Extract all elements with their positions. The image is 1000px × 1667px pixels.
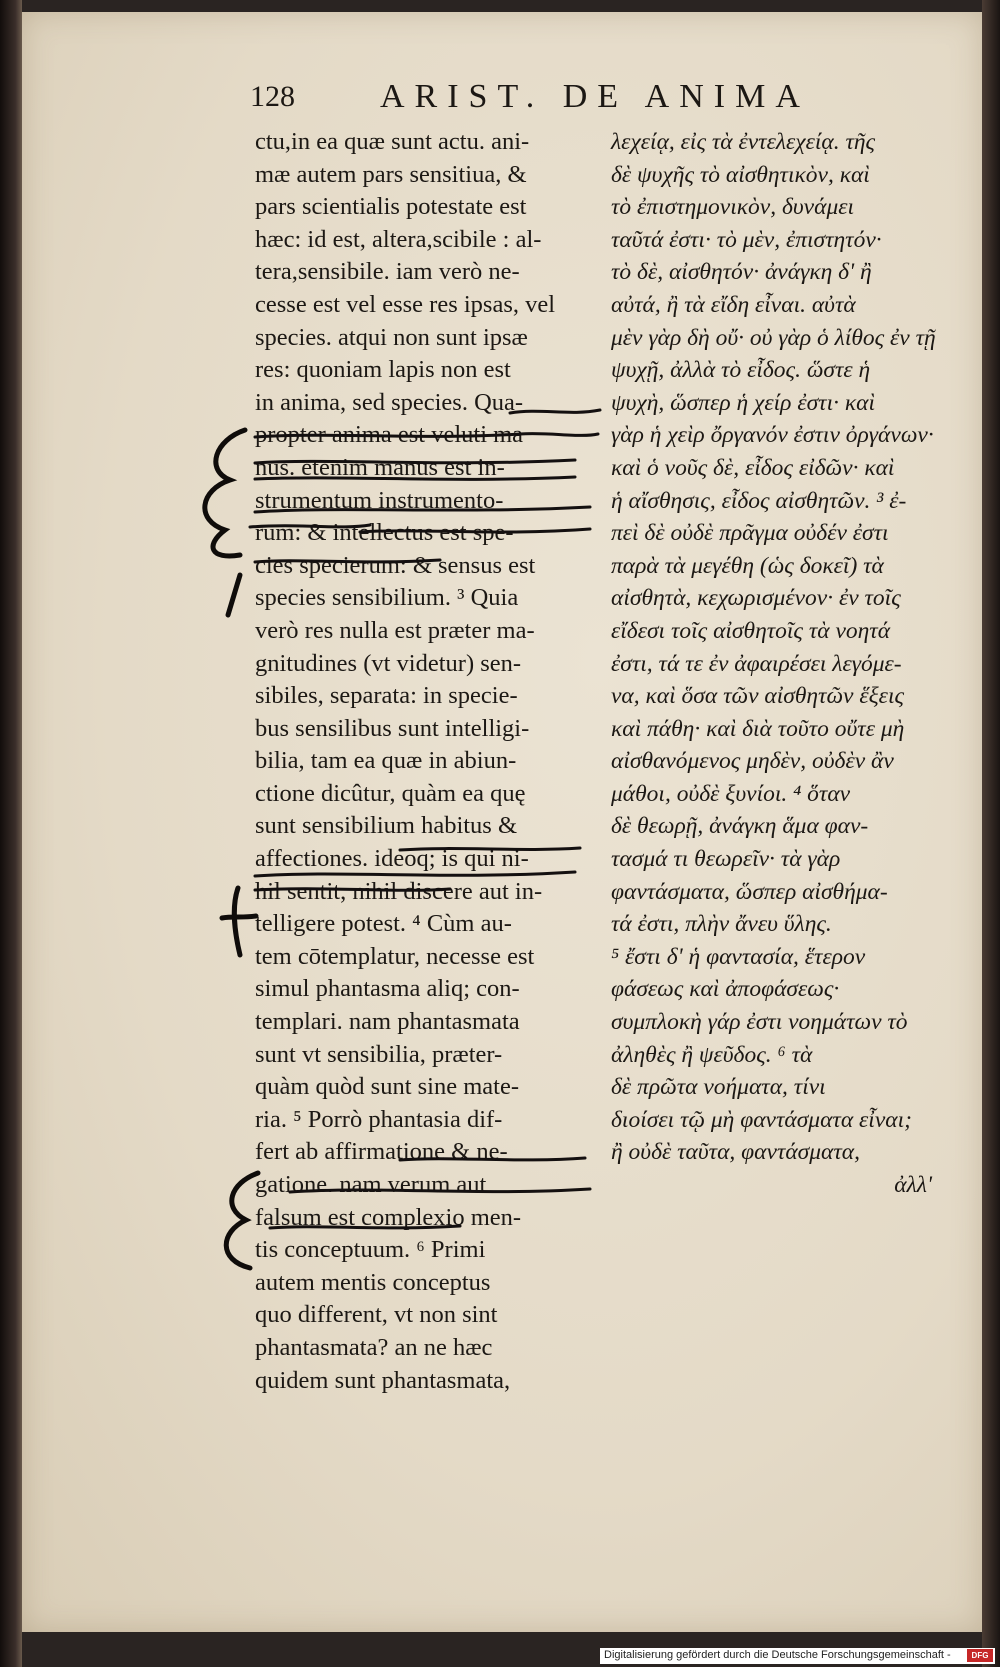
greek-text-line: ἡ αἴσθησις, εἶδος αἰσθητῶν. ³ ἐ-	[611, 487, 907, 514]
latin-text-line: autem mentis conceptus	[255, 1268, 491, 1296]
latin-text-line: ctu,in ea quæ sunt actu. ani-	[255, 128, 530, 155]
greek-text-line: φάσεως καὶ ἀποφάσεως·	[611, 976, 840, 1003]
latin-text-line: propter anima est veluti ma	[255, 421, 524, 449]
greek-text-line: ψυχῇ, ἀλλὰ τὸ εἶδος. ὥστε ἡ	[611, 357, 871, 384]
latin-text-line: sunt sensibilium habitus &	[255, 812, 518, 840]
latin-text-line: bus sensilibus sunt intelligi-	[255, 714, 530, 742]
greek-text-line: ἢ οὐδὲ ταῦτα, φαντάσματα,	[611, 1139, 861, 1166]
latin-text-line: res: quoniam lapis non est	[255, 356, 511, 384]
latin-text-line: gnitudines (vt videtur) sen-	[255, 649, 522, 677]
page-header	[250, 78, 830, 122]
latin-text-line: hæc: id est, altera,scibile : al-	[255, 225, 542, 253]
page-right-edge	[982, 0, 1000, 1667]
latin-text-line: tis conceptuum. ⁶ Primi	[255, 1236, 486, 1264]
latin-text-line: tem cōtemplatur, necesse est	[255, 942, 535, 970]
latin-text-line: affectiones. ideoq; is qui ni-	[255, 845, 529, 873]
latin-text-line: cies specierum: & sensus est	[255, 551, 536, 579]
latin-text-line: sunt vt sensibilia, præter-	[255, 1040, 503, 1068]
page-number: 128	[250, 80, 295, 113]
catchword: ἀλλ'	[894, 1172, 932, 1198]
latin-text-line: templari. nam phantasmata	[255, 1008, 520, 1036]
greek-text-line: ψυχὴ, ὥσπερ ἡ χείρ ἐστι· καὶ	[611, 389, 875, 416]
latin-text-line: verò res nulla est præter ma-	[255, 616, 535, 644]
greek-text-line: μάθοι, οὐδὲ ξυνίοι. ⁴ ὅταν	[611, 780, 851, 807]
greek-text-column	[605, 126, 970, 1202]
latin-text-line: mæ autem pars sensitiua, &	[255, 160, 527, 188]
greek-text-line: να, καὶ ὅσα τῶν αἰσθητῶν ἕξεις	[611, 683, 905, 710]
latin-text-line: falsum est complexio men-	[255, 1203, 522, 1231]
greek-text-line: τά ἐστι, πλὴν ἄνευ ὕλης.	[611, 911, 832, 938]
latin-text-line: in anima, sed species. Qua-	[255, 388, 524, 416]
latin-text-line: ria. ⁵ Porrò phantasia dif-	[255, 1105, 503, 1133]
latin-text-line: strumentum instrumento-	[255, 486, 504, 514]
latin-text-line: tera,sensibile. iam verò ne-	[255, 258, 520, 286]
greek-text-line: διοίσει τῷ μὴ φαντάσματα εἶναι;	[611, 1106, 912, 1133]
greek-text-line: δὲ θεωρῇ, ἀνάγκη ἅμα φαν-	[611, 813, 869, 840]
greek-text-line: γὰρ ἡ χεὶρ ὄργανόν ἐστιν ὀργάνων·	[611, 422, 934, 449]
latin-text-line: rum: & intellectus est spe-	[255, 519, 514, 547]
digitization-credit-bar	[600, 1648, 995, 1664]
greek-text-line: καὶ πάθη· καὶ διὰ τοῦτο οὔτε μὴ	[611, 715, 905, 742]
greek-text-line: φαντάσματα, ὥσπερ αἰσθήμα-	[611, 878, 888, 905]
credit-text: Digitalisierung gefördert durch die Deutsche Forschungsgemeinschaft -	[604, 1649, 951, 1661]
latin-text-line: pars scientialis potestate est	[255, 193, 527, 221]
greek-text-line: τὸ ἐπιστημονικὸν, δυνάμει	[611, 194, 855, 221]
latin-text-line: species. atqui non sunt ipsæ	[255, 323, 528, 351]
greek-text-line: λεχείᾳ, εἰς τὰ ἐντελεχείᾳ. τῆς	[611, 129, 876, 155]
book-spine-edge	[0, 0, 22, 1667]
latin-text-line: simul phantasma aliq; con-	[255, 975, 520, 1003]
latin-text-line: bilia, tam ea quæ in abiun-	[255, 747, 517, 775]
greek-text-line: αὐτά, ἢ τὰ εἴδη εἶναι. αὐτὰ	[611, 291, 856, 318]
latin-text-line: sibiles, separata: in specie-	[255, 682, 518, 710]
greek-text-line: δὲ πρῶτα νοήματα, τίνι	[611, 1074, 826, 1101]
greek-text-line: καὶ ὁ νοῦς δὲ, εἶδος εἰδῶν· καὶ	[611, 454, 895, 481]
greek-text-line: ἐστι, τά τε ἐν ἀφαιρέσει λεγόμε-	[611, 650, 902, 677]
greek-text-line: μὲν γὰρ δὴ οὔ· οὐ γὰρ ὁ λίθος ἐν τῇ	[611, 324, 936, 351]
latin-text-line: quàm quòd sunt sine mate-	[255, 1073, 520, 1101]
greek-text-line: τασμά τι θεωρεῖν· τὰ γὰρ	[611, 846, 841, 873]
greek-text-line: ⁵ ἔστι δ' ἡ φαντασία, ἕτερον	[611, 943, 866, 970]
latin-text-line: hil sentit, nihil discere aut in-	[255, 877, 543, 905]
latin-text-line: quo different, vt non sint	[255, 1301, 498, 1329]
greek-text-line: συμπλοκὴ γάρ ἐστι νοημάτων τὸ	[611, 1009, 908, 1036]
latin-text-line: cesse est vel esse res ipsas, vel	[255, 290, 556, 318]
latin-text-line: species sensibilium. ³ Quia	[255, 584, 519, 612]
running-title: ARIST. DE ANIMA	[380, 78, 810, 115]
latin-text-line: nus. etenim manus est in-	[255, 453, 505, 481]
greek-text-line: παρὰ τὰ μεγέθη (ὡς δοκεῖ) τὰ	[611, 552, 884, 579]
latin-text-column	[255, 126, 607, 1397]
latin-text-line: phantasmata? an ne hæc	[255, 1333, 493, 1361]
greek-text-line: δὲ ψυχῆς τὸ αἰσθητικὸν, καὶ	[611, 161, 870, 188]
greek-text-line: ἀληθὲς ἢ ψεῦδος. ⁶ τὰ	[611, 1041, 813, 1068]
latin-text-line: gatione. nam verum aut	[255, 1171, 487, 1198]
greek-text-line: εἴδεσι τοῖς αἰσθητοῖς τὰ νοητά	[611, 617, 891, 644]
latin-text-line: telligere potest. ⁴ Cùm au-	[255, 910, 512, 938]
latin-text-line: ctione dicûtur, quàm ea quę	[255, 779, 526, 807]
greek-text-line: αἰσθητὰ, κεχωρισμένον· ἐν τοῖς	[611, 585, 901, 612]
greek-text-line: ταῦτά ἐστι· τὸ μὲν, ἐπιστητόν·	[611, 226, 882, 253]
latin-text-line: fert ab affirmatione & ne-	[255, 1138, 508, 1166]
greek-text-line: αἰσθανόμενος μηδὲν, οὐδὲν ἂν	[611, 748, 894, 775]
latin-text-line: quidem sunt phantasmata,	[255, 1366, 511, 1394]
dfg-logo: DFG	[967, 1649, 993, 1662]
greek-text-line: τὸ δὲ, αἰσθητόν· ἀνάγκη δ' ἢ	[611, 259, 872, 286]
greek-text-line: πεὶ δὲ οὐδὲ πρᾶγμα οὐδέν ἐστι	[611, 520, 889, 547]
